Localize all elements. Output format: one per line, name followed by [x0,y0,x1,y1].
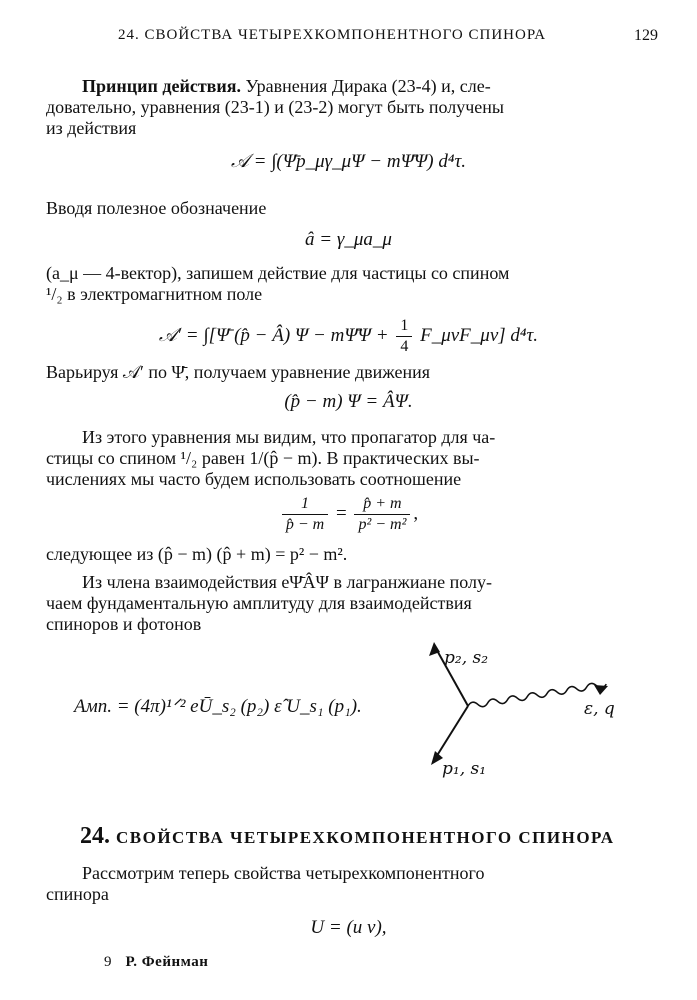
text-line: стицы со спином ¹/₂ равен 1/(p̂ − m). В практических вы- [46,448,480,468]
text-line: Рассмотрим теперь свойства четырехкомпонентного [82,863,485,883]
paragraph-propagator [46,427,653,490]
paragraph-consider [46,863,653,905]
incoming-fermion-line [433,706,468,762]
text-line: спинора [46,884,109,904]
text-line: (a_μ — 4-вектор), запишем действие для частицы со спином [46,263,510,283]
running-title: 24. СВОЙСТВА ЧЕТЫРЕХКОМПОНЕНТНОГО СПИНОРА [118,27,547,43]
text-line: Из этого уравнения мы видим, что пропагатор для ча- [82,427,496,447]
amplitude-equation: Амп. = (4π)¹ᐟ² eŪ_s₂ (p₂) ε̂ U_s₁ (p₁). [74,696,362,717]
text-line: следующее из (p̂ − m) (p̂ + m) = p² − m². [46,544,348,564]
fraction-denominator: p̂ − m [285,516,325,533]
fraction-right [354,494,410,535]
author-name: Р. Фейнман [125,954,209,970]
fraction-numerator: p̂ + m [354,494,410,515]
label-outgoing-momentum: p₂, s₂ [444,648,489,668]
fraction-numerator: 1 [282,494,328,515]
equation-part: F_μνF_μν] d⁴τ. [420,324,539,346]
section-title: СВОЙСТВА ЧЕТЫРЕХКОМПОНЕНТНОГО СПИНОРА [116,828,615,847]
fraction-denominator: 4 [400,338,409,355]
feynman-vertex-diagram [400,630,630,790]
paragraph-heading: Принцип действия. [82,76,241,96]
paragraph-interaction [46,572,653,635]
text-line: из действия [46,118,137,138]
signature-mark: 9 [104,954,112,970]
text-line: спиноров и фотонов [46,614,202,634]
text-line: Варьируя 𝒜′ по Ψ̄, получаем уравнение движения [46,362,430,382]
running-header [118,27,658,49]
page-footer [104,954,208,971]
equation-action-em [0,316,697,357]
text-line: чаем фундаментальную амплитуду для взаимодействия [46,593,472,613]
equation-propagator-identity: $\frac{1}{p̂ - m}$ = $\frac{p̂ + m}{\text{p² − m²}}$ , [0,494,697,535]
text-line: довательно, уравнения (23-1) и (23-2) могут быть получены [46,97,504,117]
label-photon: ε, q [584,699,615,719]
equation-action: 𝒜 = ∫(Ψ̄p_μγ_μΨ − mΨ̄Ψ) d⁴τ. [230,151,467,172]
text-line: Из члена взаимодействия eΨ̄ÂΨ в лагранжиане полу- [82,572,492,592]
text-line: числениях мы часто будем использовать соотношение [46,469,462,489]
equation-spinor: U = (u v), [310,917,387,938]
label-incoming-momentum: p₁, s₁ [442,759,487,779]
section-number: 24. [80,823,110,849]
equation-motion: (p̂ − m) Ψ = ÂΨ. [284,391,413,412]
paragraph-spin-half [46,263,653,305]
text-line: Уравнения Дирака (23-4) и, сле- [241,76,491,96]
arrow-right-icon [594,685,608,695]
paragraph-following [46,544,653,565]
fraction-left [282,494,328,535]
text-line: ¹/₂ в электромагнитном поле [46,284,263,304]
equation-part: 𝒜′ = ∫[Ψ̄ (p̂ − Â) Ψ − mΨ̄Ψ + [158,324,389,346]
fraction-denominator: p² − m² [358,516,407,533]
paragraph-variation [46,362,653,383]
paragraph-action-principle [46,76,653,139]
paragraph-notation [46,198,653,219]
fraction-quarter [396,316,412,357]
text-line: Вводя полезное обозначение [46,198,267,218]
page-number: 129 [634,27,658,44]
equation-notation: â = γ_μa_μ [305,229,392,250]
section-heading [80,823,615,850]
fraction-numerator: 1 [396,316,412,337]
